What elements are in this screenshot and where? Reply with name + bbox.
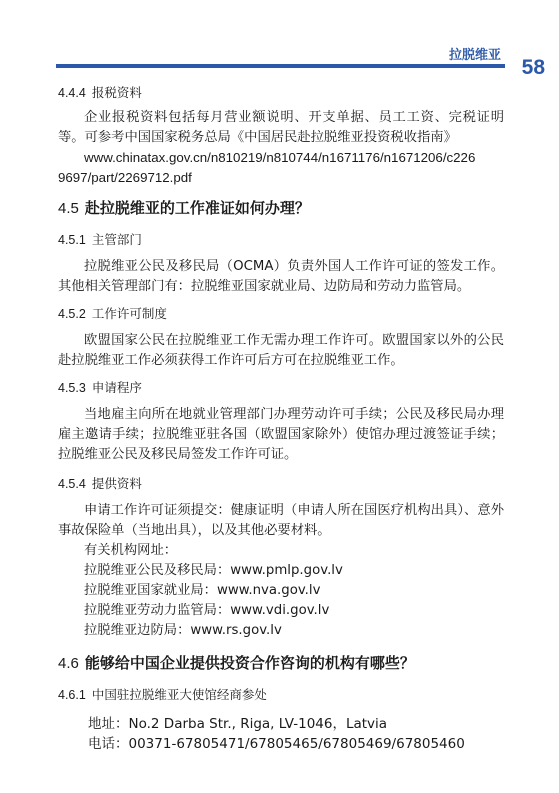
page-body [58,82,504,754]
link-nva[interactable]: 拉脱维亚国家就业局：www.nva.gov.lv [84,583,321,598]
link-chinatax-line2[interactable]: 9697/part/2269712.pdf [58,170,192,185]
paragraph-authorities: 拉脱维亚公民及移民局（OCMA）负责外国人工作许可证的签发工作。其他相关管理部门有：拉脱维亚国家就业局、边防局和劳动力监管局。 [58,259,504,294]
paragraph-documents: 申请工作许可证须提交：健康证明（申请人所在国医疗机构出具）、意外事故保险单（当地出具），以及其他必要材料。 [58,503,504,538]
links-intro: 有关机构网址： [84,543,178,558]
page-number: 58 [521,56,545,79]
embassy-phone: 电话：00371-67805471/67805465/67805469/67805460 [88,736,465,752]
subheading-4-5-4: 4.5.4 提供资料 [58,476,142,491]
subheading-4-5-3: 4.5.3 申请程序 [58,380,142,395]
paragraph-tax-docs: 企业报税资料包括每月营业额说明、开支单据、员工工资、完税证明等。可参考中国国家税务总局《中国居民赴拉脱维亚投资税收指南》 [58,110,504,145]
paragraph-procedure: 当地雇主向所在地就业管理部门办理劳动许可手续；公民及移民局办理雇主邀请手续；拉脱维亚驻各国（欧盟国家除外）使馆办理过渡签证手续；拉脱维亚公民及移民局签发工作许可证。 [58,407,504,462]
link-vdi[interactable]: 拉脱维亚劳动力监管局：www.vdi.gov.lv [84,603,330,618]
header-section-title: 拉脱维亚 [448,48,501,63]
header-rule [56,64,505,68]
link-chinatax-line1[interactable]: www.chinatax.gov.cn/n810219/n810744/n1671176/n1671206/c226 [84,150,476,165]
link-pmlp[interactable]: 拉脱维亚公民及移民局：www.pmlp.gov.lv [84,563,343,578]
heading-4-5: 4.5 赴拉脱维亚的工作准证如何办理？ [58,199,310,217]
subheading-4-4-4: 4.4.4 报税资料 [58,85,142,100]
embassy-address: 地址：No.2 Darba Str., Riga, LV-1046，Latvia [88,716,388,732]
subheading-4-5-1: 4.5.1 主管部门 [58,232,142,247]
heading-4-6: 4.6 能够给中国企业提供投资合作咨询的机构有哪些？ [58,654,415,672]
subheading-4-6-1: 4.6.1 中国驻拉脱维亚大使馆经商参处 [58,687,267,702]
subheading-4-5-2: 4.5.2 工作许可制度 [58,306,167,321]
paragraph-permit-system: 欧盟国家公民在拉脱维亚工作无需办理工作许可。欧盟国家以外的公民赴拉脱维亚工作必须获得工作许可后方可在拉脱维亚工作。 [58,333,504,368]
link-rs[interactable]: 拉脱维亚边防局：www.rs.gov.lv [84,623,282,638]
